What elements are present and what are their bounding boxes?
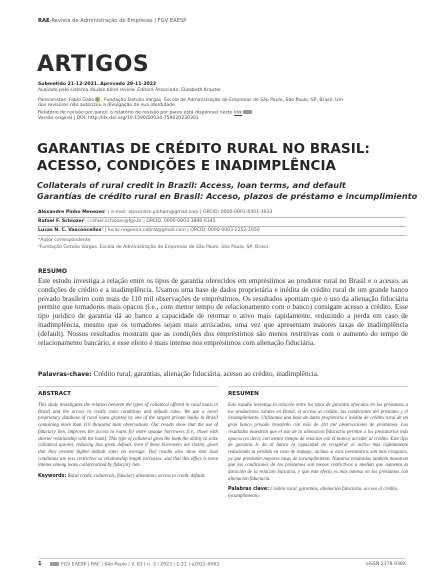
footer-divider [38,558,406,559]
abstract-body: This study investigates the relation between the types of collateral offered in rural loans in Brazil and the access to credit, loan conditions and default rates. We use a novel proprietary database of rural loans granted by one of the largest private banks in Brazil containing more than 110 thousand loan observations. Our results show that the use of fiduciary lien, improves the access to loans for more opaque borrowers (i.e., those with shorter relationship with the bank). This type of collateral gives the bank the ability to seize collateral quicker, reducing loss given default, even if these borrowers are riskier, given that they present higher default rates on average. Our results also show that loan conditions are less restrictive as relationship length increases, and that this effect is more intense among loans collateralized by fiduciary lien. [38,403,218,469]
cc-license-icon [243,110,252,114]
review-report: Relatório de revisão por pares: o relatório de revisão por pares está disponível neste link [38,110,252,117]
footer-citation: FGV EAESP | RAE | São Paulo | V. 63 | n. 3 | 2023 | 1-21 | e2022-0063 [50,562,219,568]
author-divider [38,217,406,218]
author-divider [38,235,406,236]
resumen-keywords: Palabras clave: Crédito rural, garantías, alienación fiduciaria, acceso al crédito, incumplimiento. [228,487,399,499]
resumo-body: Este estudo investiga a relação entre os tipos de garantia oferecidos em empréstimos ao produtor rural no Brasil e o acesso, as condições de crédito e a inadimplência. Usamos uma base de dados proprietária e inédita de crédito rural de um grande banco privado brasileiro com mais de 110 mil observações de empréstimos. Os resultados apontam que o uso da alienação fiduciária permite que tomadores mais opacos (i.e., com menor tempo de relacionamento com o banco) consigam acesso a crédito. Esse tipo jurídico de garantia dá ao banco a capacidade de retomar o ativo mais rapidamente, reduzindo a perda em caso de inadimplência, mesmo que os tomadores sejam mais arriscados, uma vez que apresentam maiores taxas de inadimplência (default). Nossos resultados mostram que as condições dos empréstimos são menos restritivas com o aumento do tempo de relacionamento bancário, e esse efeito é mais intenso nos empréstimos com alienação fiduciária. [38,277,408,347]
running-head [38,18,186,24]
resumen-column [228,386,408,553]
author-item: Lucas N. C. Vasconcellos¹ | lucas.nogueira.cabral@gmail.com | ORCID: 0000-0003-2252-1950 [38,228,260,233]
resumo-keywords: Palavras-chave: Crédito rural, garantias, alienação fiduciária, acesso ao crédito, inadimplência. [38,370,319,378]
author-item: Alexandre Pinho Menezes¹ | e-mail: alexandre.pinham@gmail.com | ORCID: 0000-0001-6401-3933 [38,210,273,215]
review-process: Avaliado pelo sistema double blind review. Editora Associada: Elizabeth Krauter [38,88,221,93]
resumen-body: Este estudio investiga la relación entre los tipos de garantía ofrecidos en los préstamos a los productores rurales en Brasil, el acceso al crédito, las condiciones del préstamo y el incumplimiento. Utilizamos una base de datos propietaria e inédita de crédito rural de un gran banco privado brasileño con más de 110 mil observaciones de préstamos. Los resultados muestran que el uso de la alienación fiduciaria permite a los prestatarios más opacos (es decir, con menor tiempo de relación con el banco) acceder al crédito. Este tipo de garantía le da al banco la capacidad de recuperar el activo más rápidamente reduciendo la pérdida en caso de impago, incluso si esos prestatarios son más riesgosos, ya que presentan mayores tasas de incumplimiento. Nuestros resultados también muestran que las condiciones de los préstamos son menos restrictivas a medida que aumenta la duración de la relación bancaria, y que este efecto es más intenso en los préstamos con alienación fiduciaria. [228,403,408,482]
abstract-keywords: Keywords: Rural credit, collaterals, fiduciary alienation, access to credit, default. [38,474,206,480]
article-title: GARANTIAS DE CRÉDITO RURAL NO BRASIL: ACESSO, CONDIÇÕES E INADIMPLÊNCIA [37,142,370,174]
cc-license-icon [50,562,59,566]
orcid-icon[interactable] [95,97,100,102]
doi[interactable]: Versão original | DOI: http://dx.doi.org/10.1590/S0034-759020230301 [38,116,199,121]
resumen-heading: RESUMEN [228,391,259,397]
submission-dates: Submetido 21-12-2021. Aprovado 29-11-2022 [38,82,157,87]
section-heading: ARTIGOS [37,52,150,77]
article-title-es: Garantías de crédito rural en Brasil: Acceso, plazos de préstamo e incumplimiento [37,191,418,201]
abstract-column [38,386,218,553]
corresponding-note: *Autor correspondente [38,238,91,243]
footer-issn: eISSN 2178-938X [365,562,406,567]
journal-abbr: RAE [38,18,50,24]
review-report-link[interactable]: link [233,110,243,116]
article-title-en: Collaterals of rural credit in Brazil: Access, loan terms, and default [37,180,346,190]
journal-name: -Revista de Administração de Empresas | FGV EAESP [49,18,187,24]
page-number: 1 [38,561,42,567]
reviewers: Pareceristas: Fabio Gallo , Fundação Getulio Vargas, Escola de Administração de Empresas de São Paulo, São Paulo, SP, Brasil. Um [38,98,343,103]
abstract-heading: ABSTRACT [38,391,71,397]
author-divider [38,226,406,227]
reviewers-note: dos revisores não autorizou a divulgação de sua identidade. [38,103,177,108]
author-item: Rafael F. Schiozer¹ | rafael.schiozer@fgv.br | ORCID: 0000-0003-3890-6345 [38,219,216,224]
resumo-heading: RESUMO [38,268,67,275]
affiliation: ¹Fundação Getulio Vargas, Escola de Administração de Empresas de São Paulo, São Paulo, SP, Brasil [38,245,268,250]
